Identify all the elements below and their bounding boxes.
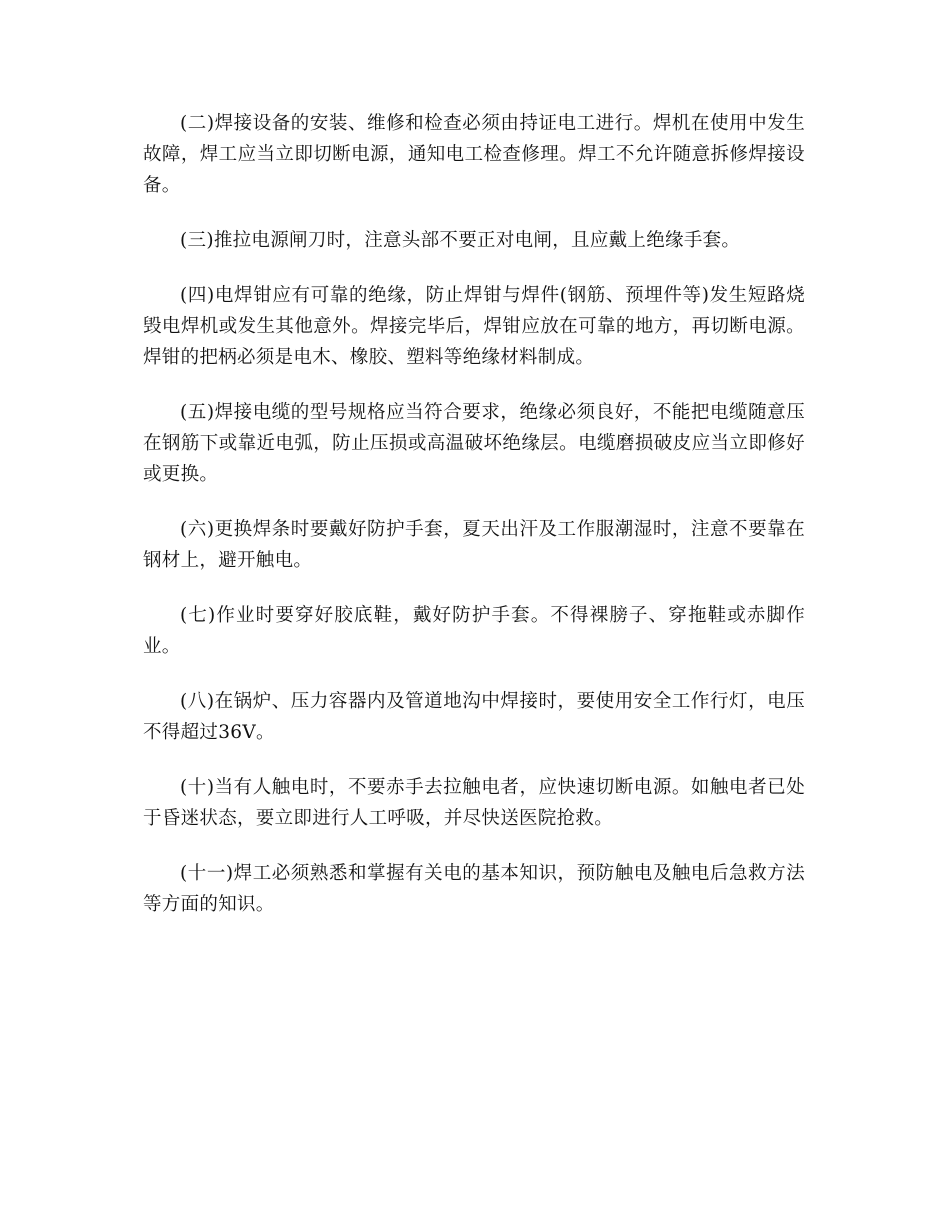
paragraph-4: (四)电焊钳应有可靠的绝缘，防止焊钳与焊件(钢筋、预埋件等)发生短路烧毁电焊机或发生其他意外。焊接完毕后，焊钳应放在可靠的地方，再切断电源。焊钳的把柄必须是电木、橡胶、塑料等绝缘材料制成。	[143, 285, 805, 368]
paragraph-11: (十一)焊工必须熟悉和掌握有关电的基本知识，预防触电及触电后急救方法等方面的知识。	[143, 863, 805, 915]
paragraph-6: (六)更换焊条时要戴好防护手套，夏天出汗及工作服潮湿时，注意不要靠在钢材上，避开触电。	[143, 519, 805, 571]
document-body	[143, 108, 805, 944]
paragraph-5: (五)焊接电缆的型号规格应当符合要求，绝缘必须良好，不能把电缆随意压在钢筋下或靠近电弧，防止压损或高温破坏绝缘层。电缆磨损破皮应当立即修好或更换。	[143, 402, 805, 485]
paragraph-10: (十)当有人触电时，不要赤手去拉触电者，应快速切断电源。如触电者已处于昏迷状态，要立即进行人工呼吸，并尽快送医院抢救。	[143, 777, 805, 829]
paragraph-3: (三)推拉电源闸刀时，注意头部不要正对电闸，且应戴上绝缘手套。	[180, 230, 741, 251]
paragraph-7: (七)作业时要穿好胶底鞋，戴好防护手套。不得裸膀子、穿拖鞋或赤脚作业。	[143, 605, 805, 657]
paragraph-8: (八)在锅炉、压力容器内及管道地沟中焊接时，要使用安全工作行灯，电压不得超过36V。	[143, 691, 805, 743]
paragraph-2: (二)焊接设备的安装、维修和检查必须由持证电工进行。焊机在使用中发生故障，焊工应当立即切断电源，通知电工检查修理。焊工不允许随意拆修焊接设备。	[143, 113, 805, 196]
